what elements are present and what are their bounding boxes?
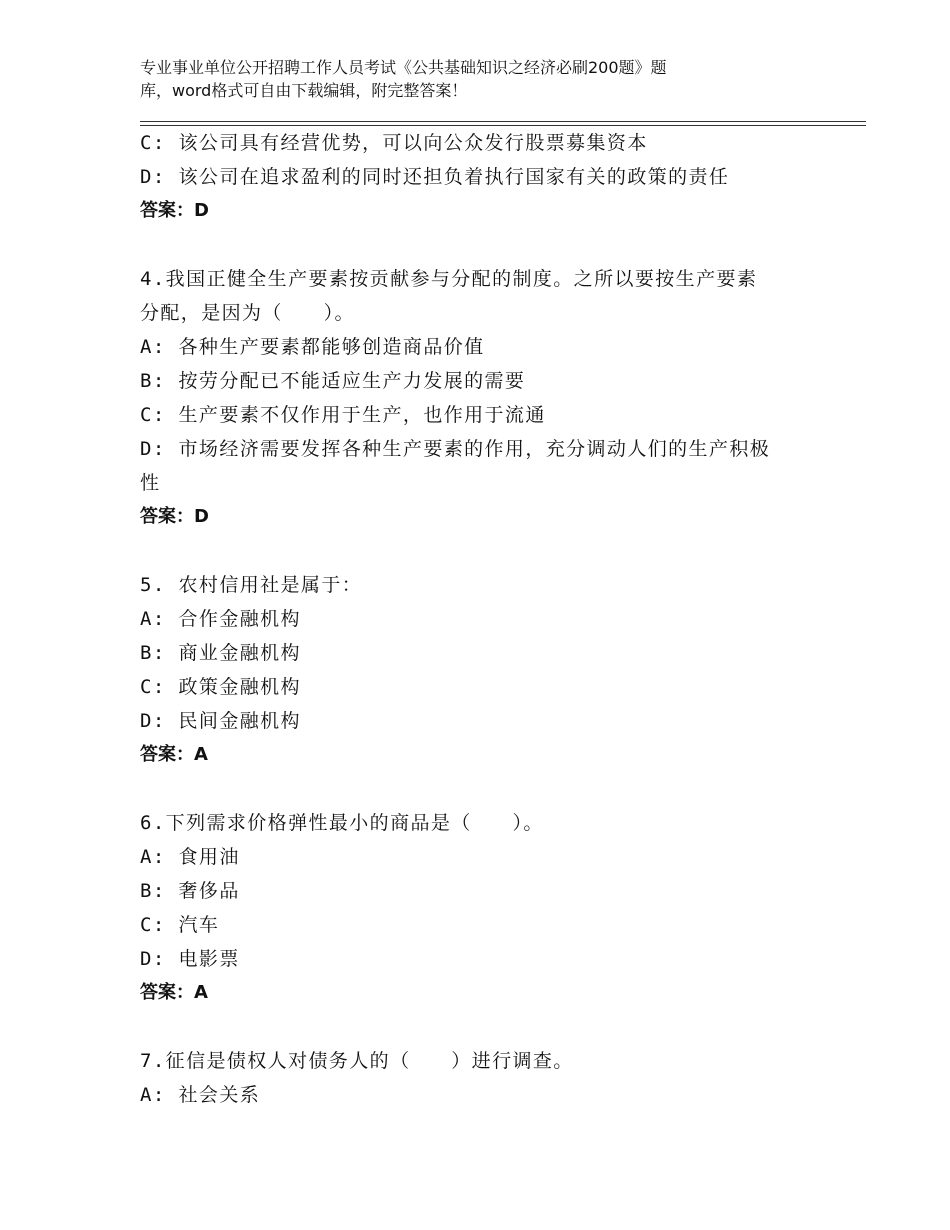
option-a: A: 合作金融机构 <box>140 608 301 630</box>
option-b: B: 按劳分配已不能适应生产力发展的需要 <box>140 370 526 392</box>
question-stem: 5. 农村信用社是属于： <box>140 574 363 596</box>
option-a: A: 各种生产要素都能够创造商品价值 <box>140 336 485 358</box>
header-title-line-2: 库，word格式可自由下载编辑，附完整答案！ <box>140 81 468 100</box>
question-stem: 6.下列需求价格弹性最小的商品是（ ）。 <box>140 812 544 834</box>
option-c: C: 生产要素不仅作用于生产，也作用于流通 <box>140 404 546 426</box>
answer-line: 答案：A <box>140 982 208 1003</box>
option-d: D: 该公司在追求盈利的同时还担负着执行国家有关的政策的责任 <box>140 166 730 188</box>
header-title-line-1: 专业事业单位公开招聘工作人员考试《公共基础知识之经济必刷200题》题 <box>140 58 667 77</box>
spacer <box>140 1010 820 1044</box>
spacer <box>140 534 820 568</box>
option-b: B: 商业金融机构 <box>140 642 301 664</box>
question-stem-line-2: 分配，是因为（ ）。 <box>140 302 355 324</box>
option-a: A: 社会关系 <box>140 1084 261 1106</box>
question-4 <box>140 262 820 534</box>
question-3-continued <box>140 126 820 228</box>
option-c: C: 该公司具有经营优势，可以向公众发行股票募集资本 <box>140 132 648 154</box>
question-stem: 7.征信是债权人对债务人的（ ）进行调查。 <box>140 1050 574 1072</box>
option-c: C: 政策金融机构 <box>140 676 301 698</box>
spacer <box>140 772 820 806</box>
answer-line: 答案：D <box>140 506 209 527</box>
question-7 <box>140 1044 820 1112</box>
option-d: D: 电影票 <box>140 948 240 970</box>
question-6 <box>140 806 820 1010</box>
question-stem-line-1: 4.我国正健全生产要素按贡献参与分配的制度。之所以要按生产要素 <box>140 268 758 290</box>
option-a: A: 食用油 <box>140 846 240 868</box>
option-d-line-1: D: 市场经济需要发挥各种生产要素的作用，充分调动人们的生产积极 <box>140 438 771 460</box>
option-b: B: 奢侈品 <box>140 880 240 902</box>
answer-line: 答案：A <box>140 744 208 765</box>
question-5 <box>140 568 820 772</box>
option-d: D: 民间金融机构 <box>140 710 301 732</box>
spacer <box>140 228 820 262</box>
option-d-line-2: 性 <box>140 472 161 494</box>
answer-line: 答案：D <box>140 200 209 221</box>
header-rule-thick <box>140 121 866 122</box>
document-header <box>140 56 780 102</box>
document-body <box>140 126 820 1112</box>
option-c: C: 汽车 <box>140 914 220 936</box>
